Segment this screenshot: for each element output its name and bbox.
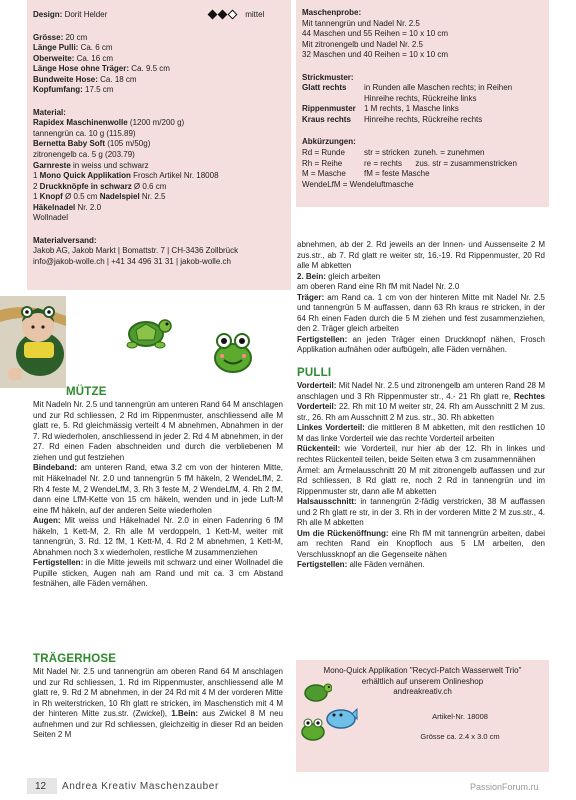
abbreviation-b: re = rechts zus. str = zusammenstricken [364, 158, 517, 168]
sizes-list [33, 33, 285, 96]
muetze-p3: Augen: Mit weiss und Häkelnadel Nr. 2.0 in einen Fadenring 6 fM häkeln, 1 Kett-M, 2. Rh alle M verdoppeln, 1 Kett-M, weiter mit tannengrün, 3. Rd. 12 fM, 1 Kett-M, 4. Rd 2 M abnehmen, 1 Kett-M, Abnahmen noch 3 x wiederholen, restliche M zusammenziehen [33, 516, 283, 557]
ad-article-number: Artikel-Nr. 18008 [432, 712, 488, 721]
hose-fertig: Fertigstellen: an jeden Träger einen Druckknopf nähen, Frosch Applikation aufnähen oder aufbügeln, alle Fäden vernähen. [297, 334, 545, 355]
difficulty-filled-icon [218, 10, 228, 20]
material-title: Material: [33, 107, 66, 117]
size-row [33, 64, 285, 75]
muetze-p2: Bindeband: am unteren Rand, etwa 3.2 cm von der hinteren Mitte, mit Häkelnadel Nr. 2.0 und tannengrün 5 fM häkeln, 2 WendeLfM, 2. Rh 4 feste M, 2 WendeLfM, 3. Rh 3 feste M, 2 WendeLfM, 4. Rh 2 fM, dann eine LfM-Kette von 15 cm häkeln, wenden und in jede Luft-M eine fM häkeln, auf der anderen Seite wiederholen [33, 463, 283, 515]
abbreviation-a: M = Masche [302, 169, 346, 179]
strickmuster-list [302, 83, 546, 125]
versand-title: Materialversand: [33, 235, 97, 245]
material-bold: Nadelspiel [99, 192, 140, 202]
material-text: Nr. 2.5 [139, 192, 166, 202]
material-line [33, 139, 285, 150]
pulli-p5: Halsausschnitt: in tannengrün 2-fädig verstricken, 38 M auffassen und 2 Rh glatt re str, in der 3. Rh in der vorderen Mitte 2 M zus.str., 4. Rh alle M abketten [297, 497, 545, 528]
material-text: (105 m/50g) [105, 139, 151, 149]
pattern-name: Kraus rechts [302, 114, 351, 124]
abbreviation-b: str = stricken zuneh. = zunehmen [364, 148, 485, 158]
pattern-row [302, 115, 546, 126]
difficulty-indicator: mittel [209, 10, 264, 21]
material-text: Wollnadel [33, 213, 68, 223]
muetze-p1: Mit Nadeln Nr. 2.5 und tannengrün am unteren Rand 64 M anschlagen und zur Rd schliessen, 2 Rd im Rippenmuster, anschliessend alle M glatt re, 5. Rd gleichmässig verteilt 4 M abnehmen, Abnahmen in der 7. Rd wiederholen, anschliessend in jeder 2. Rd 4 M abnehmen, in der 27. Rd einen Faden abschneiden und durch die verbliebenen M ziehen und gut festziehen [33, 400, 283, 462]
hose-rand: am oberen Rand eine Rh fM mit Nadel Nr. 2.0 [297, 282, 460, 292]
material-bold: Garnreste [33, 160, 71, 170]
material-line [33, 161, 285, 172]
size-value: Ca. 6 cm [80, 43, 113, 53]
traegerhose-p1: Mit Nadel Nr. 2.5 und tannengrün am oberen Rand 64 M anschlagen und zur Rd schliessen, 1. Rd im Rippenmuster, anschliessend alle M glatt re, 9. Rd 2 M abnehmen, in der 24 Rd mit 4 M der vorderen Mitte in Rh weiterstricken, 10 Rh glatt re stricken, im Maschenstich mit 4 M der hinteren Mitte zus.str. (Zwickel), 1.Bein: aus Zwickel 8 M neu aufnehmen und zur Rd schliessen, gleichzeitig in dieser Rd an beiden Seiten 2 M [33, 667, 284, 740]
pulli-p7: Fertigstellen: alle Fäden vernähen. [297, 560, 425, 570]
material-line [33, 213, 285, 224]
size-value: Ca. 18 cm [100, 74, 137, 84]
material-line [33, 192, 285, 203]
gauge-content [302, 8, 546, 190]
size-key: Oberweite: [33, 53, 75, 63]
material-text: Frosch Artikel Nr. 18008 [130, 171, 219, 181]
size-value: 20 cm [65, 32, 88, 42]
pattern-row [302, 83, 546, 94]
muetze-title: MÜTZE [66, 386, 107, 398]
ad-line2: erhältlich auf unserem Onlineshop [361, 676, 484, 686]
pulli-title: PULLI [297, 367, 332, 380]
pattern-name [302, 94, 364, 105]
size-value: Ca. 9.5 cm [131, 64, 170, 74]
difficulty-filled-icon [208, 10, 218, 20]
ad-line3: andreakreativ.ch [393, 687, 452, 697]
pulli-p1: Vorderteil: Mit Nadel Nr. 2.5 und zitronengelb am unteren Rand 28 M anschlagen und 3 Rh Rippenmuster str., 4.- 21 Rh glatt re, Rechtes Vorderteil: 22. Rh mit 10 M weiter str, 24. Rh am Ausschnitt 2 M zus. str., 26. Rh am Ausschnitt 2 M zus. str., 30. Rh abketten [297, 381, 545, 422]
maschenprobe-title: Maschenprobe: [302, 8, 362, 17]
material-line [33, 118, 285, 129]
pattern-name: Glatt rechts [302, 83, 347, 93]
versand-address: Jakob AG, Jakob Markt | Bomattstr. 7 | CH-3436 Zollbrück [33, 246, 239, 256]
size-value: Ca. 16 cm [76, 53, 114, 63]
traegerhose-section [33, 652, 283, 741]
pattern-desc: Hinreihe rechts, Rückreihe rechts [364, 114, 483, 124]
ad-text [296, 666, 549, 698]
abbreviation-b: fM = feste Masche [364, 169, 430, 179]
material-bold: Rapidex Maschinenwolle [33, 118, 128, 128]
size-key: Kopfumfang: [33, 85, 83, 95]
pattern-row [302, 94, 546, 105]
size-key: Grösse: [33, 32, 64, 42]
gauge-line: Mit tannengrün und Nadel Nr. 2.5 [302, 18, 420, 28]
abk-title: Abkürzungen: [302, 137, 356, 147]
material-bold: Häkelnadel [33, 202, 76, 212]
ad-frog-icon [300, 716, 326, 746]
traegerhose-title: TRÄGERHOSE [33, 653, 117, 665]
material-line [33, 171, 285, 182]
gauge-line: 44 Maschen und 55 Reihen = 10 x 10 cm [302, 29, 449, 39]
size-row [33, 85, 285, 96]
material-text: Ø 0.5 cm [62, 192, 100, 202]
turtle-sticker-icon [120, 312, 172, 356]
material-line [33, 203, 285, 214]
doll-photo [0, 296, 66, 388]
size-row [33, 33, 285, 44]
material-line [33, 129, 285, 140]
abbreviation-a: Rd = Runde [302, 148, 345, 158]
size-value: 17.5 cm [85, 85, 114, 95]
footer-watermark: PassionForum.ru [470, 782, 539, 792]
ad-line1: Mono-Quick Applikation "Recycl-Patch Wasserwelt Trio" [323, 666, 522, 675]
muetze-section [33, 385, 283, 590]
material-text: in weiss und schwarz [70, 160, 149, 170]
ad-article [400, 712, 520, 742]
material-text: Nr. 2.0 [75, 202, 102, 212]
material-bold: Druckknöpfe in schwarz [39, 181, 132, 191]
hose-traeger: Träger: am Rand ca. 1 cm von der hinteren Mitte mit Nadel Nr. 2.5 und tannengrün 5 M auffassen, dann 63 Rh kraus re stricken, in der 64 Rh einen Faden durch die 5 M ziehen und fest zusammenziehen, den 2. Träger gleich arbeiten [297, 292, 545, 334]
hose-continued: abnehmen, ab der 2. Rd jeweils an der Innen- und Aussenseite 2 M zus.str., ab 7. Rd glatt re weiter str, 16.-19. Rd Rippenmuster, 20 Rd alle M abketten [297, 240, 545, 271]
pulli-p4: Ärmel: am Ärmelausschnitt 20 M mit zitronengelb auffassen und zur Rd schliessen, 8 Rd glatt re, noch 2 Rd in tannengrün und im Rippenmuster str, dann alle M abketten [297, 465, 545, 496]
material-text: 2 [33, 181, 40, 191]
material-text: zitronengelb ca. 5 g (203.79) [33, 150, 135, 160]
gauge-line: 32 Maschen und 40 Reihen = 10 x 10 cm [302, 50, 449, 60]
pulli-p6: Um die Rückenöffnung: eine Rh fM mit tannengrün arbeiten, dabei am rechten Rand ein Knopfloch aus 5 LM arbeiten, den Verschlussknopf an die Gegenseite nähen [297, 528, 546, 559]
strickmuster-title: Strickmuster: [302, 72, 354, 82]
material-text: Ø 0.6 cm [131, 181, 167, 191]
material-list [33, 118, 285, 223]
right-column [297, 240, 545, 571]
material-text: (1200 m/200 g) [127, 118, 185, 128]
size-key: Länge Pulli: [33, 43, 79, 53]
versand-contact: info@jakob-wolle.ch | +41 34 496 31 31 | jakob-wolle.ch [33, 256, 231, 266]
pulli-p2: Linkes Vorderteil: die mittleren 8 M abketten, mit den restlichen 10 M das linke Vorderteil wie das rechte Vorderteil arbeiten [297, 423, 546, 443]
materials-content [33, 10, 285, 267]
abbreviation-row [302, 159, 546, 170]
frog-sticker-icon [212, 330, 254, 380]
material-bold: Knopf [39, 192, 63, 202]
abbreviation-row [302, 180, 546, 191]
maschenprobe-list [302, 19, 546, 61]
size-key: Bundweite Hose: [33, 74, 98, 84]
pulli-p3: Rückenteil: wie Vorderteil, nur hier ab der 12. Rh in linkes und rechtes Rückenteil teilen, beide Seiten etwa 3 cm zusammennähen [297, 444, 545, 465]
size-key: Länge Hose ohne Träger: [33, 64, 130, 74]
footer-title: Andrea Kreativ Maschenzauber [62, 781, 219, 792]
footer-page-number: 12 [35, 781, 47, 792]
abbreviation-a: WendeLfM = Wendeluftmasche [302, 179, 414, 189]
abbreviation-row [302, 148, 546, 159]
pattern-desc: in Runden alle Maschen rechts; in Reihen [364, 83, 513, 93]
abkuerzungen-list [302, 148, 546, 190]
pattern-desc: Hinreihe rechts, Rückreihe links [364, 93, 477, 103]
material-text: 1 [33, 192, 40, 202]
pattern-desc: 1 M rechts, 1 Masche links [364, 104, 459, 114]
design-line: Design: Dorit Helder mittel [33, 10, 265, 19]
material-text: tannengrün ca. 10 g (115.89) [33, 128, 136, 138]
abbreviation-row [302, 169, 546, 180]
gauge-line: Mit zitronengelb und Nadel Nr. 2.5 [302, 39, 423, 49]
muetze-p4: Fertigstellen: in die Mitte jeweils mit schwarz und einer Wollnadel die Pupille sticken, Augen nah am Rand und mit ca. 3 cm Abstand festnähen, alle Fäden vernähen. [33, 558, 283, 589]
size-row [33, 43, 285, 54]
material-line [33, 182, 285, 193]
material-bold: Mono Quick Applikation [39, 171, 131, 181]
pattern-name: Rippenmuster [302, 104, 356, 114]
ad-size: Grösse ca. 2.4 x 3.0 cm [420, 731, 500, 741]
hose-bein2: 2. Bein: gleich arbeiten [297, 271, 381, 281]
material-text: 1 [33, 171, 40, 181]
pattern-row [302, 104, 546, 115]
ad-seal-icon [324, 704, 358, 734]
abbreviation-a: Rh = Reihe [302, 158, 343, 168]
material-line [33, 150, 285, 161]
size-row [33, 54, 285, 65]
material-bold: Bernetta Baby Soft [33, 139, 106, 149]
difficulty-empty-icon [228, 10, 238, 20]
size-row [33, 75, 285, 86]
